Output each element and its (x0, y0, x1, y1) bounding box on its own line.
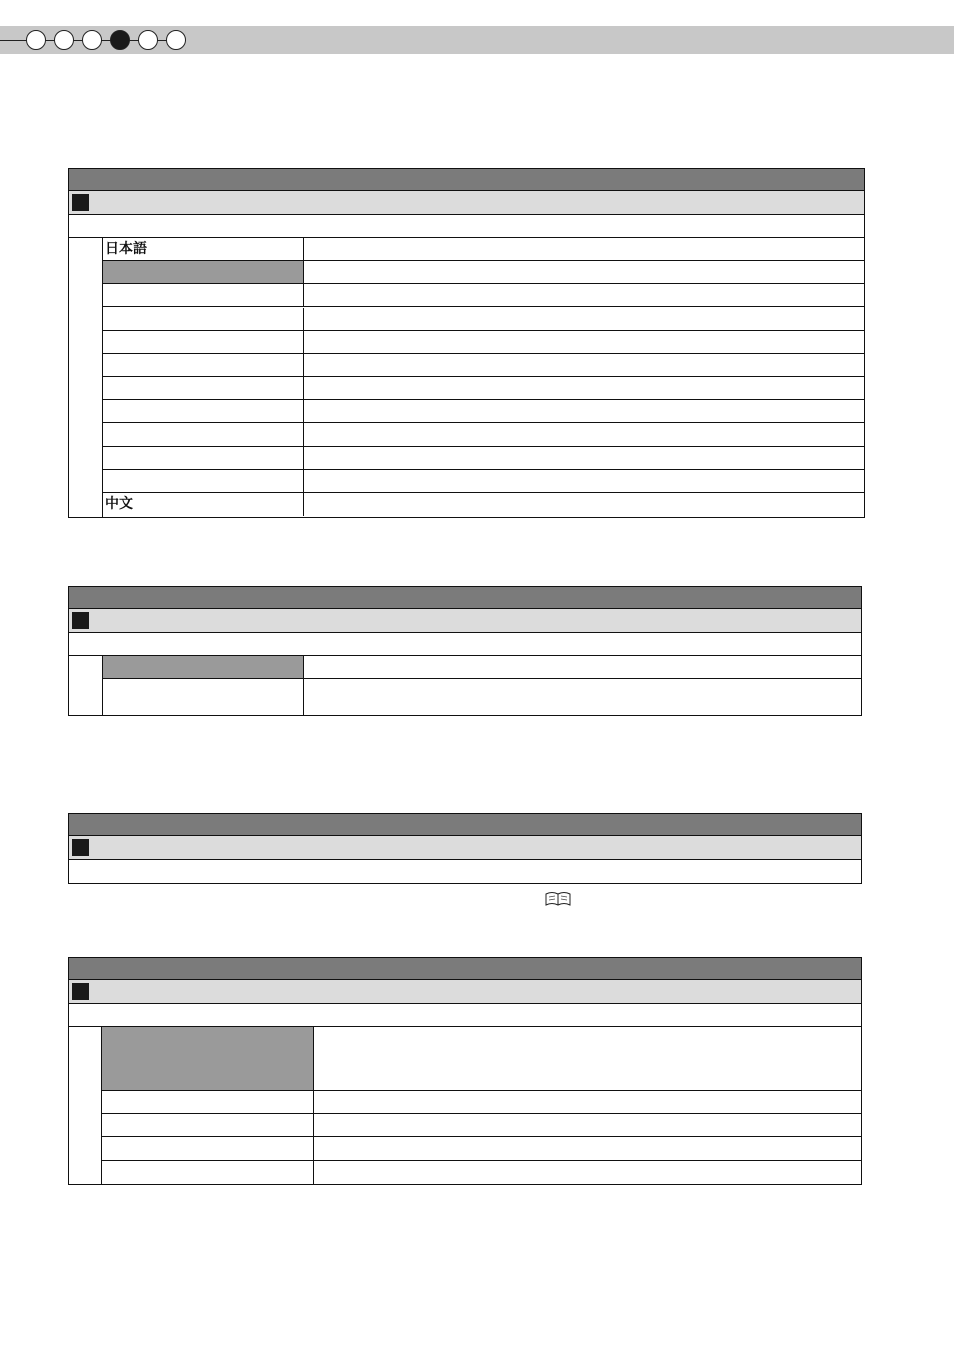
progress-step-3 (82, 30, 102, 50)
option-description (304, 423, 864, 445)
table-row (103, 656, 861, 679)
option-description (304, 679, 861, 715)
section-marker-icon (72, 194, 89, 211)
table-row (103, 679, 861, 715)
option-description (314, 1091, 861, 1113)
progress-step-4-active (110, 30, 130, 50)
option-label: 日本語 (103, 238, 304, 260)
description-row (68, 1004, 862, 1027)
table-row (103, 331, 864, 354)
table-row (103, 423, 864, 446)
options-table (68, 656, 862, 716)
section-marker-icon (72, 839, 89, 856)
option-description (304, 377, 864, 399)
table-row (103, 470, 864, 493)
settings-table-3 (68, 813, 862, 884)
progress-step-1 (26, 30, 46, 50)
table-row (103, 354, 864, 377)
option-label (103, 679, 304, 715)
settings-table-2 (68, 586, 862, 716)
table-row (103, 377, 864, 400)
table-row (102, 1114, 861, 1137)
table-row (102, 1161, 861, 1184)
option-label (102, 1161, 314, 1184)
option-label (103, 377, 304, 399)
progress-step-5 (138, 30, 158, 50)
section-marker-icon (72, 983, 89, 1000)
option-label (102, 1114, 314, 1136)
indent-column (69, 238, 103, 517)
description-row (68, 860, 862, 884)
table-row (103, 238, 864, 261)
table-row (103, 400, 864, 423)
option-description (304, 238, 864, 260)
section-header-bar (68, 980, 862, 1004)
table-row (103, 308, 864, 331)
book-icon[interactable] (545, 891, 571, 907)
table-title-bar (68, 957, 862, 980)
options-table (68, 238, 865, 518)
option-description (314, 1137, 861, 1160)
option-label (103, 400, 304, 422)
option-rows (103, 656, 861, 715)
option-label (103, 470, 304, 492)
option-description (304, 400, 864, 422)
option-label (103, 284, 304, 306)
progress-step-6 (166, 30, 186, 50)
section-marker-icon (72, 612, 89, 629)
option-description (314, 1114, 861, 1136)
indent-column (69, 656, 103, 715)
table-row (102, 1091, 861, 1114)
section-header-bar (68, 836, 862, 860)
option-description (304, 261, 864, 283)
section-header-bar (68, 609, 862, 633)
option-label (103, 308, 304, 330)
table-row (103, 284, 864, 307)
option-label: 中文 (103, 493, 304, 516)
option-label (102, 1091, 314, 1113)
description-row (68, 633, 862, 656)
option-description (304, 331, 864, 353)
option-rows (103, 238, 864, 517)
description-row (68, 215, 865, 238)
table-title-bar (68, 586, 862, 609)
table-row (102, 1027, 861, 1091)
table-row (103, 447, 864, 470)
option-label (103, 261, 304, 283)
option-description (304, 447, 864, 469)
settings-table-4 (68, 957, 862, 1185)
option-label (103, 354, 304, 376)
table-row (103, 493, 864, 516)
progress-step-2 (54, 30, 74, 50)
option-description (304, 656, 861, 678)
option-description (314, 1161, 861, 1184)
options-table (68, 1027, 862, 1185)
option-label (102, 1137, 314, 1160)
option-description (314, 1027, 861, 1090)
option-label (102, 1027, 314, 1090)
settings-table-1 (68, 168, 865, 518)
option-description (304, 470, 864, 492)
option-description (304, 284, 864, 306)
option-label (103, 423, 304, 445)
option-description (304, 354, 864, 376)
section-header-bar (68, 191, 865, 215)
option-label (103, 656, 304, 678)
indent-column (69, 1027, 102, 1184)
option-label (103, 331, 304, 353)
table-title-bar (68, 813, 862, 836)
option-description (304, 493, 864, 516)
option-label (103, 447, 304, 469)
option-rows (102, 1027, 861, 1184)
option-description (304, 308, 864, 330)
table-title-bar (68, 168, 865, 191)
table-row (102, 1137, 861, 1161)
table-row (103, 261, 864, 284)
